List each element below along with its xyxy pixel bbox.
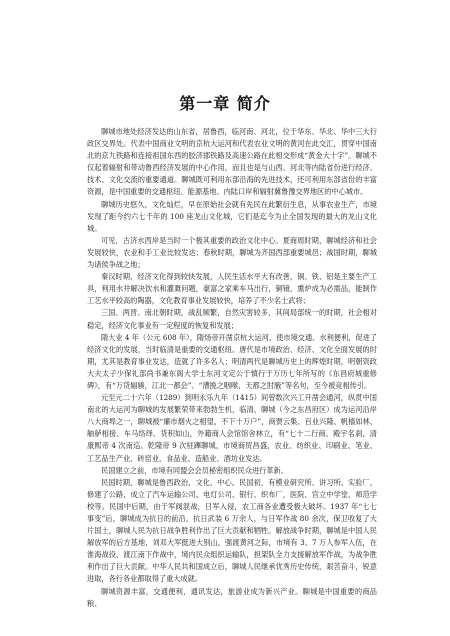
paragraph: 聊城市地处经济发达的山东省，居鲁西，临河南、河北，位于华东、华北、华中三大行政区交界处。代表中国商业文明的京杭大运河和代表农业文明的黄河在此交汇，贯穿中国南北的京九铁路和连接祖国东西的胶济邯铁路及高速公路在此相交形成“黄金大十字”。聊城不仅起着辐射和带动鲁西经济发展的中心作用，而且也是与山西、河北等内陆省份进行经济、技术、文化交流的重要通道。聊城既可利用东部沿海的先进技术，还可利用东部省份的丰富资源，是中国重要的交通枢纽、能源基地、内陆口岸和辐射冀鲁豫交界地区的中心城市。	[87, 127, 377, 197]
paragraph: 秦汉时期，经济文化得到较快发展，人民生活水平大有改善，铜、铁、铝是主要生产工具，利用水井解决饮水和灌溉问题，豪富之家乘车马出行，铜镜、熏炉成为必需品，能制作工艺水平较高的陶器，文化教育事业发展较快，培养了不少名士武将；	[87, 272, 377, 306]
paragraph: 聊城历史悠久，文化灿烂，早在原始社会就有先民在此繁衍生息，从事农业生产，市境发现了距今约六七千年的 100 座龙山文化城，它们是迄今为止全国发现的最大的龙山文化城。	[87, 199, 377, 233]
paragraph: 聊城资源丰富，交通便利，通讯发达，旅游业成为新兴产业。聊城是中国重要的商品粮、	[87, 586, 377, 608]
paragraph: 民国时期，聊城是鲁西政治、文化、中心。民国初，有模业研究所、讲习所、实验厂，修建了公路，成立了汽车运输公司、电灯公司、银行、织布厂，医院、官立中学堂、师范学校等。民国中后期，由于军阀混战，日军入侵，农工商各业遭受极大破坏。1937 年“七七事变”后，聊城成为抗日的前沿。抗日武装 6 万余人，与日军作战 80 余次，保卫收复了大片国土，聊城人民为抗日战争胜利作出了巨大贡献和牺牲。解放战争时期，聊城是中国人民解放军的后方基地，刘邓大军挺进大别山，强渡黄河之际，市境有 3、7 万人参军入伍，在淮海战役、渡江南下作战中，境内民众组织运输队，担架队全力支援解放军作战，为战争胜利作出了巨大贡献。中华人民共和国成立后，聊城人民继承优秀历史传统，艰苦奋斗，锐意进取，各行各业都取得了重大成就。	[87, 477, 377, 584]
paragraph: 可见，古济水西岸是当时一个极其重要的政治文化中心。夏商周时期，聊城经济和社会发展较快，农业和手工业比较发达；春秋时期，聊城为齐国西部重要城邑；战国时期，聊城为诸侯争战之地；	[87, 235, 377, 270]
chapter-body	[87, 126, 377, 610]
paragraph: 隋大业 4 年（公元 608 年），隋炀帝开凿京杭大运河，使市境交通、水利便利，促进了经济文化的发展，当时临清是重要的交通枢纽。唐代是市境政治、经济、文化全面发展的时期，尤其是教育事业发达，造就了许多名人；明清两代是聊城历史上的辉煌时期，明朝资政大夫太子少保礼部尚书兼东阁大学士东河文定公于慎行于万历七年所写的《东昌府城重修碑》，有“万货辐辏，江北一都会”、“漕挽之咽喉，天都之肘腋”等名句，至今被竞相传引。	[87, 332, 377, 390]
paragraph: 元至元二十六年（1289）到明永乐九年（1415）间曾数次兴工开凿会通河，纵贯中国南北的大运河为聊城的发展繁荣带来勃勃生机，临清、聊城（今之东昌府区）成为运河沿岸八大商埠之一，聊城被“廉市烟火之相望，不下十万户”，商贾云集、百业兴隆、帆樯如林、舳舻相接、车马络绎、货积如山，外籍商人会馆馆舍林立，有“七十二行商、殿宇名刹，清康熙帝 4 次南巡、乾隆帝 9 次驻蹕聊城，市境商贸昌盛，农业、纺织业、印刷业、笔业、工艺品生产业、砖窑业、食品业、造船业、酒坊业发达。	[87, 393, 377, 463]
chapter-title: 第一章 简介	[179, 94, 271, 113]
paragraph: 民国建立之前，市境有同盟会会员秘密组织民众进行革新。	[101, 465, 288, 475]
paragraph: 三国、两晋、南北朝时期，战乱频繁，自然灾害较多，其间局部统一的时期，社会相对稳定，经济文化事业有一定程度的恢复和发展；	[87, 308, 377, 330]
